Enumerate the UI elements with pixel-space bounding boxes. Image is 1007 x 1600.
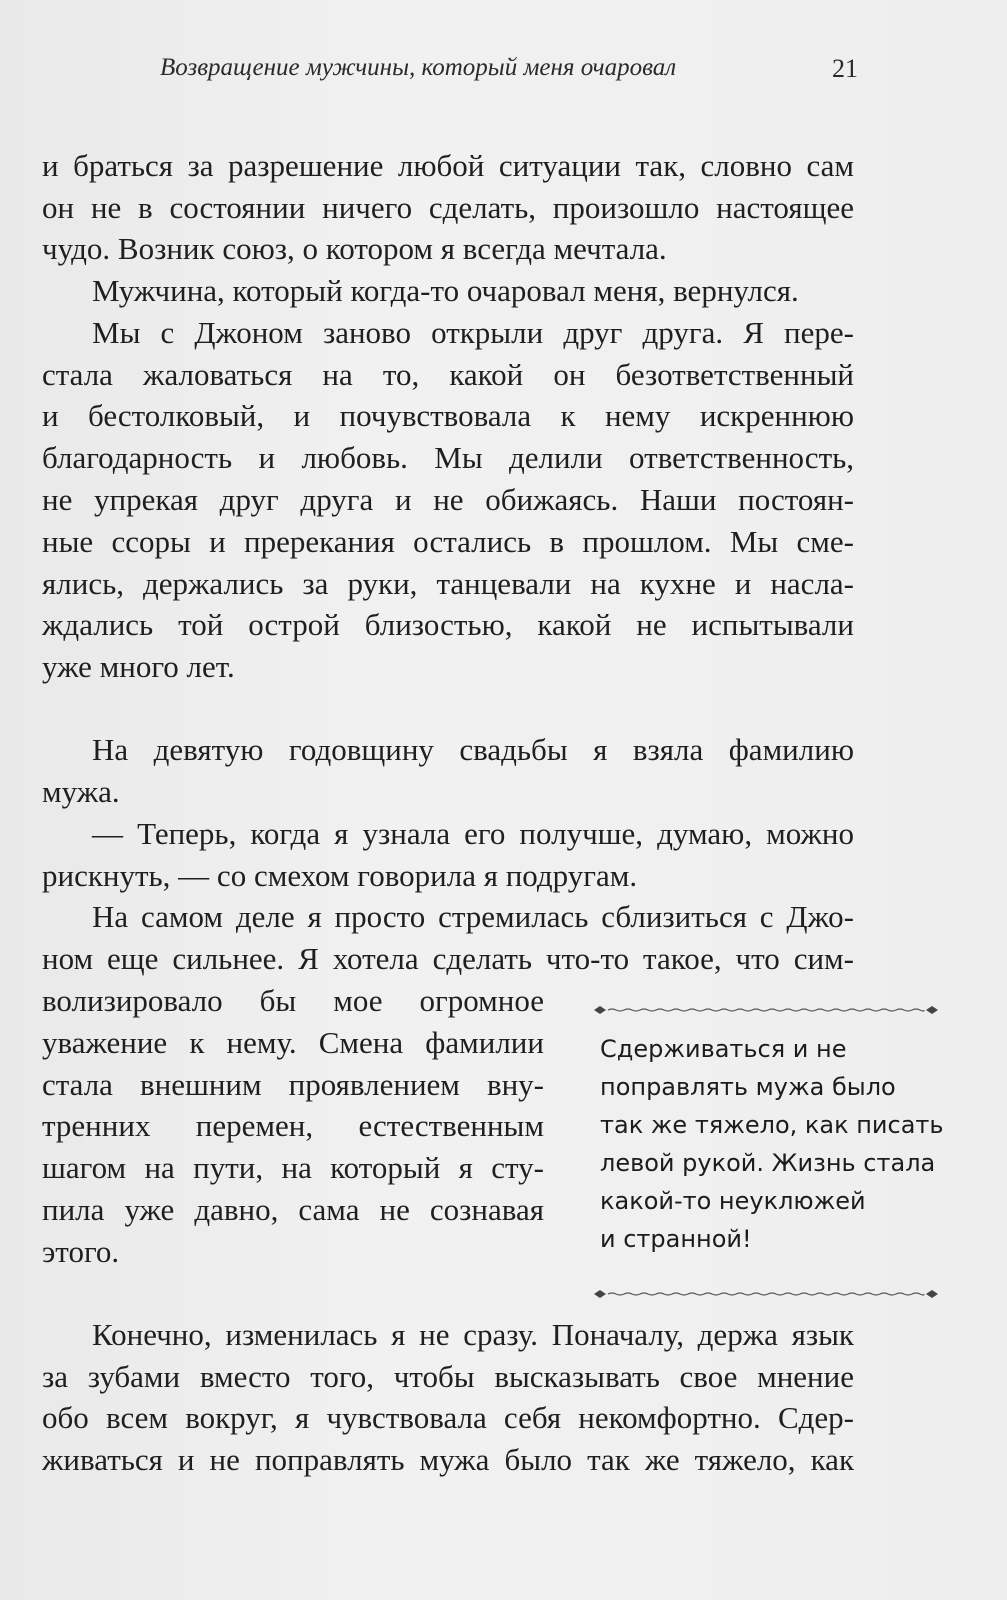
text-line: не упрекая друг друга и не обижаясь. Наши постоян-: [42, 482, 854, 517]
text-line: Мужчина, который когда-то очаровал меня, вернулся.: [92, 273, 799, 308]
text-line: и бестолковый, и почувствовала к нему искреннюю: [42, 398, 854, 433]
text-line: стала внешним проявлением вну-: [42, 1067, 544, 1102]
text-line: уже много лет.: [42, 649, 235, 684]
pull-quote-line: какой-то неуклюжей: [600, 1187, 866, 1215]
text-line: шагом на пути, на который я сту-: [42, 1150, 544, 1185]
text-line: уважение к нему. Смена фамилии: [42, 1025, 544, 1060]
text-line: ные ссоры и пререкания остались в прошлом. Мы сме-: [42, 524, 854, 559]
text-line: стала жаловаться на то, какой он безответственный: [42, 357, 854, 392]
text-line: ялись, держались за руки, танцевали на кухне и насла-: [42, 566, 854, 601]
text-line: рискнуть, — со смехом говорила я подругам.: [42, 858, 638, 893]
text-line: Конечно, изменилась я не сразу. Поначалу, держа язык: [92, 1317, 854, 1352]
page-number: 21: [832, 54, 858, 83]
ornament-rule-top: [588, 1004, 944, 1016]
text-line: ном еще сильнее. Я хотела сделать что-то такое, что сим-: [42, 941, 854, 976]
text-line: за зубами вместо того, чтобы высказывать свое мнение: [42, 1359, 854, 1394]
text-line: этого.: [42, 1234, 120, 1269]
text-line: волизировало бы мое огромное: [42, 983, 544, 1018]
text-line: — Теперь, когда я узнала его получше, думаю, можно: [92, 816, 854, 851]
pull-quote-line: так же тяжело, как писать: [600, 1111, 944, 1139]
ornament-rule-bottom: [588, 1288, 944, 1300]
text-line: живаться и не поправлять мужа было так же тяжело, как: [42, 1442, 854, 1477]
pull-quote-line: левой рукой. Жизнь стала: [600, 1149, 936, 1177]
text-line: мужа.: [42, 774, 120, 809]
pull-quote-line: Сдерживаться и не: [600, 1035, 847, 1063]
text-line: На самом деле я просто стремилась сблизиться с Джо-: [92, 899, 854, 934]
text-line: он не в состоянии ничего сделать, произошло настоящее: [42, 190, 854, 225]
text-line: На девятую годовщину свадьбы я взяла фамилию: [92, 732, 854, 767]
text-line: пила уже давно, сама не сознавая: [42, 1192, 544, 1227]
text-line: тренних перемен, естественным: [42, 1108, 544, 1143]
pull-quote-line: поправлять мужа было: [600, 1073, 896, 1101]
text-line: обо всем вокруг, я чувствовала себя некомфортно. Сдер-: [42, 1400, 854, 1435]
text-line: и браться за разрешение любой ситуации так, словно сам: [42, 148, 854, 183]
text-line: чудо. Возник союз, о котором я всегда мечтала.: [42, 231, 667, 266]
text-line: ждались той острой близостью, какой не испытывали: [42, 607, 854, 642]
pull-quote: [588, 1004, 944, 1300]
text-line: благодарность и любовь. Мы делили ответственность,: [42, 440, 854, 475]
text-line: Мы с Джоном заново открыли друг друга. Я пере-: [92, 315, 854, 350]
running-title: Возвращение мужчины, который меня очаровал: [160, 54, 677, 81]
pull-quote-line: и странной!: [600, 1225, 752, 1253]
